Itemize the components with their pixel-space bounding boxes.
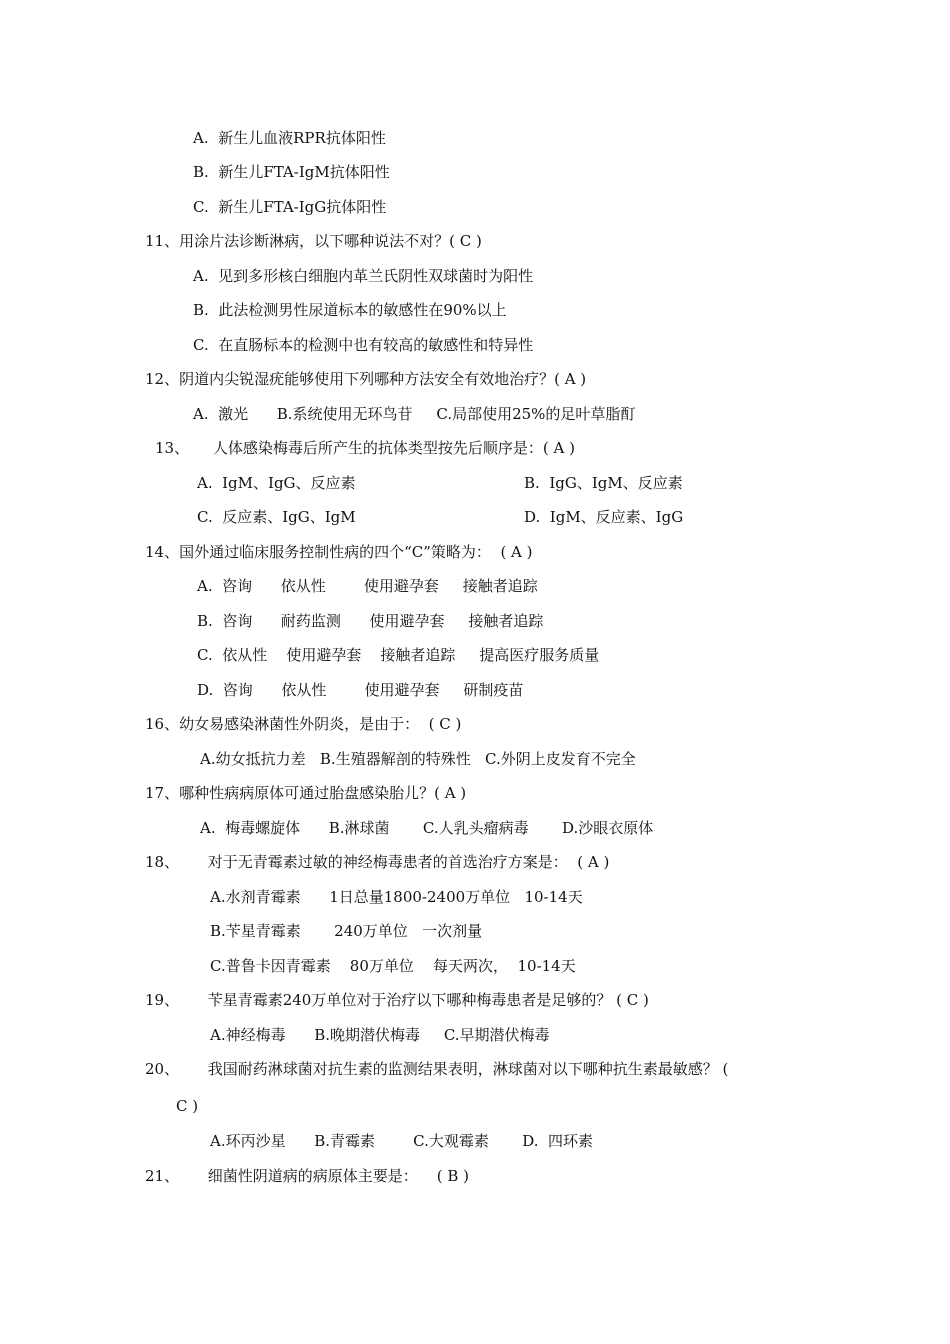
option-line: A.幼女抵抗力差 B.生殖器解剖的特殊性 C.外阴上皮发育不完全 [200, 750, 636, 768]
question-line: 13、 人体感染梅毒后所产生的抗体类型按先后顺序是：( A ) [155, 439, 576, 457]
option-line: B.苄星青霉素 240万单位 一次剂量 [210, 922, 483, 940]
option-line: B. IgG、IgM、反应素 [524, 474, 683, 492]
option-line: A.水剂青霉素 1日总量1800-2400万单位 10-14天 [210, 888, 583, 906]
question-line: 17、哪种性病病原体可通过胎盘感染胎儿？( A ) [145, 784, 467, 802]
option-line: A.环丙沙星 B.青霉素 C.大观霉素 D. 四环素 [210, 1132, 594, 1150]
option-line: C. 反应素、IgG、IgM [197, 508, 356, 526]
option-line: A. 梅毒螺旋体 B.淋球菌 C.人乳头瘤病毒 D.沙眼衣原体 [200, 819, 654, 837]
option-line: A. IgM、IgG、反应素 [197, 474, 356, 492]
option-line: C. 在直肠标本的检测中也有较高的敏感性和特异性 [193, 336, 534, 354]
option-line: A. 激光 B.系统使用无环鸟苷 C.局部使用25%的足叶草脂酊 [193, 405, 636, 423]
option-line: A.神经梅毒 B.晚期潜伏梅毒 C.早期潜伏梅毒 [210, 1026, 550, 1044]
option-line: C.普鲁卡因青霉素 80万单位 每天两次， 10-14天 [210, 957, 576, 975]
question-line: 18、 对于无青霉素过敏的神经梅毒患者的首选治疗方案是： ( A ) [145, 853, 610, 871]
question-line: 20、 我国耐药淋球菌对抗生素的监测结果表明，淋球菌对以下哪种抗生素最敏感？ ( [145, 1060, 729, 1078]
question-line: 14、国外通过临床服务控制性病的四个“C”策略为： ( A ) [145, 543, 533, 561]
question-line: 11、用涂片法诊断淋病，以下哪种说法不对？( C ) [145, 232, 482, 250]
option-line: C. 依从性 使用避孕套 接触者追踪 提高医疗服务质量 [197, 646, 600, 664]
question-line: 19、 苄星青霉素240万单位对于治疗以下哪种梅毒患者是足够的？ ( C ) [145, 991, 649, 1009]
option-line: A. 新生儿血液RPR抗体阳性 [193, 129, 386, 147]
question-line: 12、阴道内尖锐湿疣能够使用下列哪种方法安全有效地治疗？( A ) [145, 370, 587, 388]
option-line: A. 咨询 依从性 使用避孕套 接触者追踪 [197, 577, 538, 595]
option-line: D. IgM、反应素、IgG [524, 508, 684, 526]
option-line: B. 咨询 耐药监测 使用避孕套 接触者追踪 [197, 612, 544, 630]
question-line-continued: C ) [176, 1097, 199, 1115]
option-line: D. 咨询 依从性 使用避孕套 研制疫苗 [197, 681, 524, 699]
question-line: 21、 细菌性阴道病的病原体主要是： ( B ) [145, 1167, 470, 1185]
option-line: A. 见到多形核白细胞内革兰氏阴性双球菌时为阳性 [193, 267, 534, 285]
option-line: B. 新生儿FTA-IgM抗体阳性 [193, 163, 390, 181]
option-line: B. 此法检测男性尿道标本的敏感性在90%以上 [193, 301, 507, 319]
option-line: C. 新生儿FTA-IgG抗体阳性 [193, 198, 387, 216]
question-line: 16、幼女易感染淋菌性外阴炎，是由于： ( C ) [145, 715, 462, 733]
